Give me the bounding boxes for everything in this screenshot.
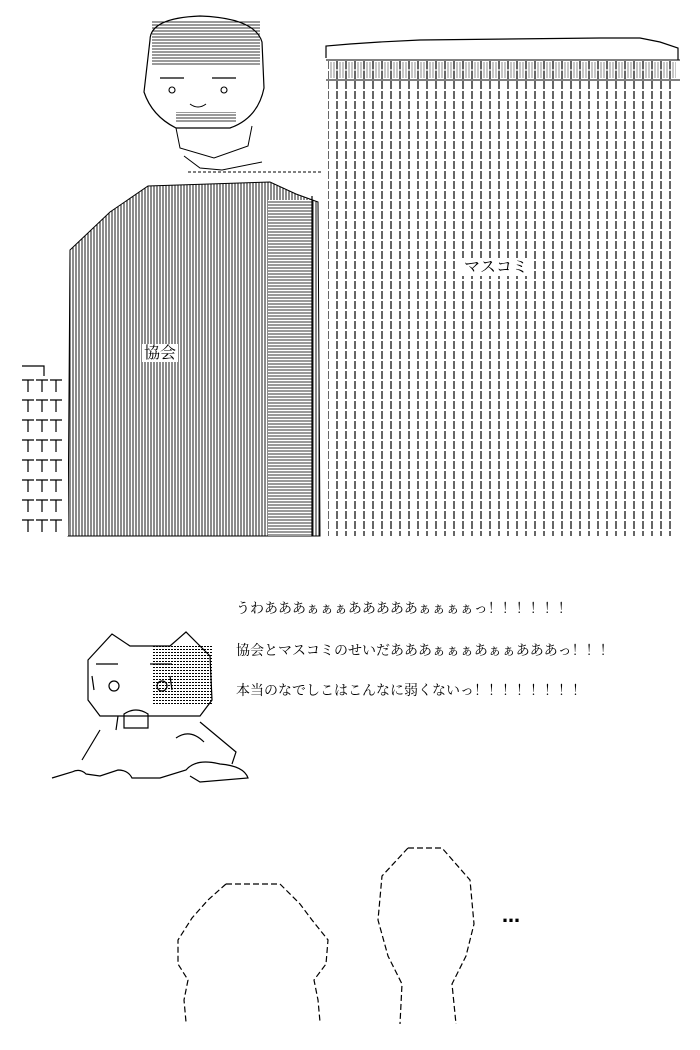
- mass-media-building: [326, 38, 680, 536]
- dialogue-line-2: 協会とマスコミのせいだあああぁぁぁあぁぁあああっ！！！: [236, 643, 614, 659]
- silhouette-left: [178, 884, 328, 1022]
- dialogue-line-1: うわあああぁぁぁあああああぁぁぁぁっ！！！！！！: [236, 601, 572, 617]
- silhouette-right: [378, 848, 474, 1024]
- dialogue-line-3: 本当のなでしこはこんなに弱くないっ！！！！！！！！: [236, 683, 586, 699]
- ellipsis-text: …: [502, 906, 520, 927]
- crying-cat: [52, 632, 248, 782]
- mass-media-label: マスコミ: [464, 257, 529, 276]
- association-label: 協会: [144, 343, 177, 362]
- association-figure: [20, 16, 322, 536]
